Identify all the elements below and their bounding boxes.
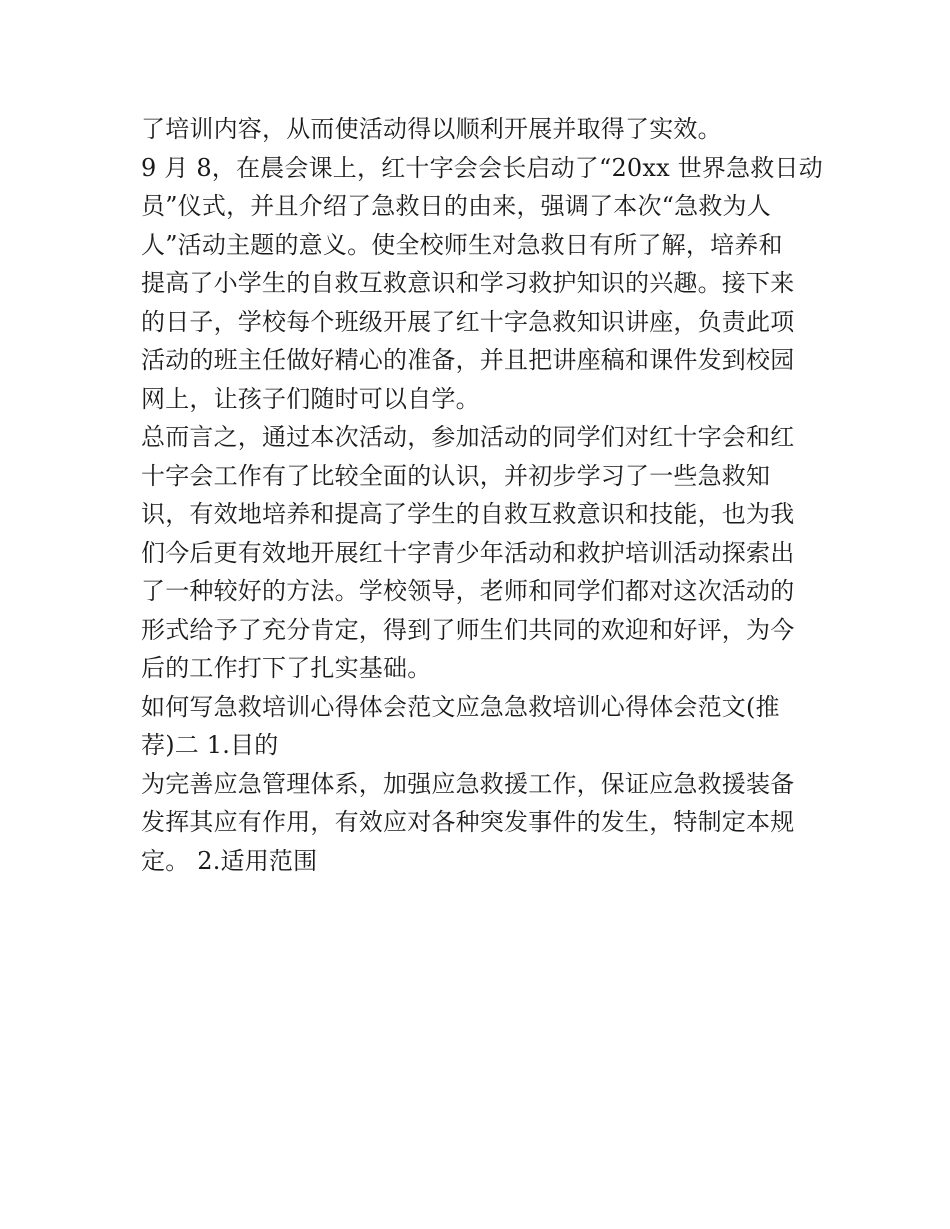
document-body — [141, 110, 821, 880]
text-line: 定。 2.适用范围 — [141, 846, 318, 875]
text-line: 9 月 8，在晨会课上，红十字会会长启动了“20xx 世界急救日动 — [141, 153, 823, 182]
text-line: 网上，让孩子们随时可以自学。 — [141, 384, 480, 413]
text-line: 提高了小学生的自救互救意识和学习救护知识的兴趣。接下来 — [141, 269, 795, 297]
text-line: 活动的班主任做好精心的准备，并且把讲座稿和课件发到校园 — [141, 346, 795, 374]
text-line: 形式给予了充分肯定，得到了师生们共同的欢迎和好评，为今 — [141, 615, 795, 644]
text-line: 们今后更有效地开展红十字青少年活动和救护培训活动探索出 — [141, 538, 795, 567]
heading-line: 荐)二 1.目的 — [141, 731, 279, 759]
text-line: 总而言之，通过本次活动，参加活动的同学们对红十字会和红 — [141, 423, 795, 451]
text-line: 人”活动主题的意义。使全校师生对急救日有所了解，培养和 — [141, 230, 783, 259]
text-line: 了培训内容，从而使活动得以顺利开展并取得了实效。 — [141, 115, 722, 143]
text-line: 了一种较好的方法。学校领导，老师和同学们都对这次活动的 — [141, 577, 795, 605]
text-line: 识，有效地培养和提高了学生的自救互救意识和技能，也为我 — [141, 500, 795, 528]
text-line: 的日子，学校每个班级开展了红十字急救知识讲座，负责此项 — [141, 307, 795, 336]
heading-line: 如何写急救培训心得体会范文应急急救培训心得体会范文(推 — [141, 692, 780, 721]
text-line: 发挥其应有作用，有效应对各种突发事件的发生，特制定本规 — [141, 808, 795, 836]
text-line: 为完善应急管理体系，加强应急救援工作，保证应急救援装备 — [141, 769, 795, 798]
text-line: 后的工作打下了扎实基础。 — [141, 654, 432, 682]
text-line: 十字会工作有了比较全面的认识，并初步学习了一些急救知 — [141, 461, 771, 490]
text-line: 员”仪式，并且介绍了急救日的由来，强调了本次“急救为人 — [141, 192, 771, 220]
